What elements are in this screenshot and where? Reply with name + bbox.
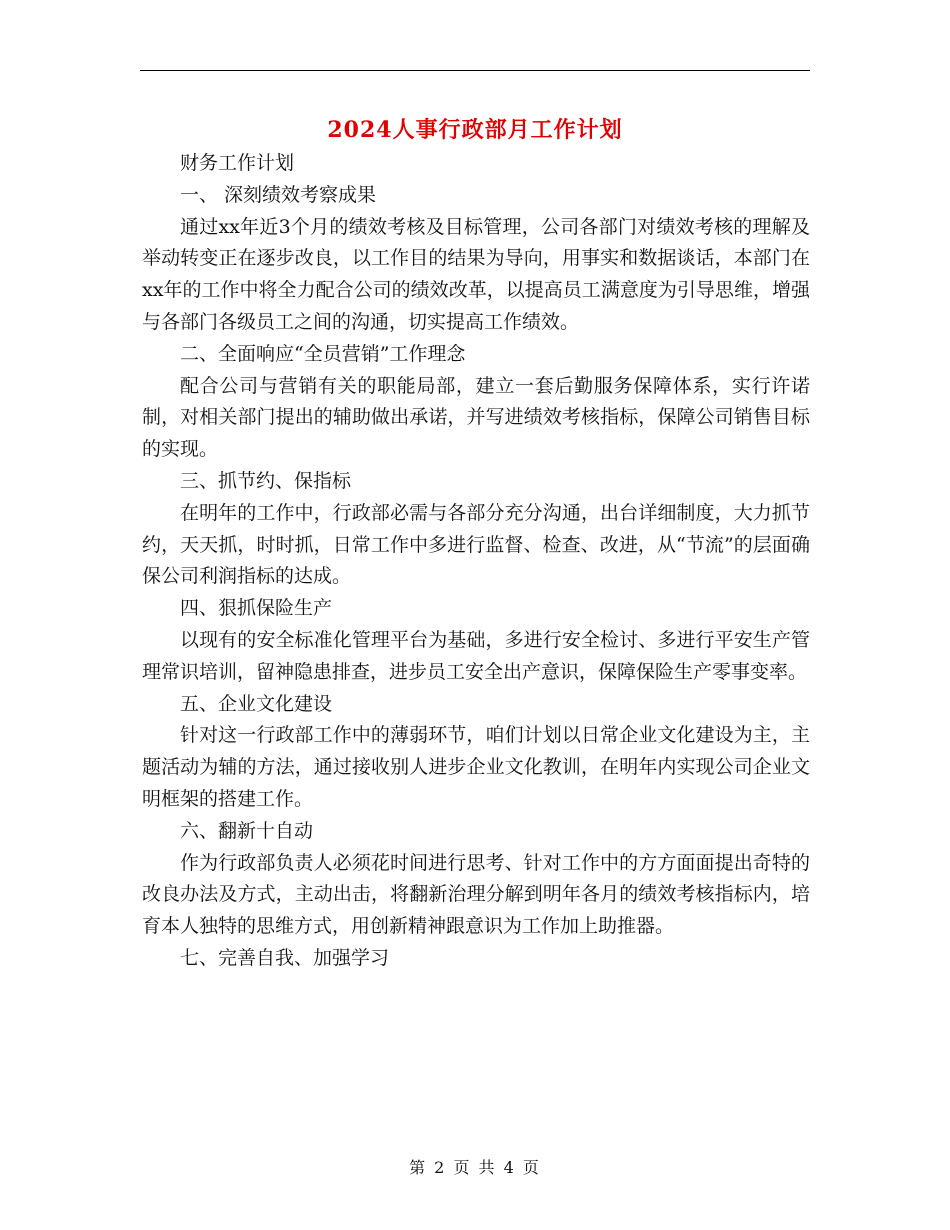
section-heading: 三、抓节约、保指标 bbox=[180, 469, 352, 492]
section-heading: 一、 深刻绩效考察成果 bbox=[180, 183, 377, 206]
body-paragraph: 作为行政部负责人必须花时间进行思考、针对工作中的方方面面提出奇特的改良办法及方式，主动出击，将翻新治理分解到明年各月的绩效考核指标内，培育本人独特的思维方式，用创新精神跟意识为工作加上助推器。 bbox=[142, 851, 810, 938]
body-paragraph: 针对这一行政部工作中的薄弱环节，咱们计划以日常企业文化建设为主，主题活动为辅的方法，通过接收别人进步企业文化教训，在明年内实现公司企业文明框架的搭建工作。 bbox=[142, 724, 810, 810]
section-heading: 四、狠抓保险生产 bbox=[180, 597, 333, 620]
section-heading: 五、企业文化建设 bbox=[180, 692, 333, 715]
body-paragraph: 配合公司与营销有关的职能局部，建立一套后勤服务保障体系，实行许诺制，对相关部门提出的辅助做出承诺，并写进绩效考核指标，保障公司销售目标的实现。 bbox=[142, 374, 810, 461]
section-heading: 六、翻新十自动 bbox=[180, 819, 314, 842]
section-heading: 二、全面响应“全员营销”工作理念 bbox=[180, 342, 466, 365]
body-paragraph: 在明年的工作中，行政部必需与各部分充分沟通，出台详细制度，大力抓节约，天天抓，时时抓，日常工作中多进行监督、检查、改进，从“节流”的层面确保公司利润指标的达成。 bbox=[142, 501, 810, 588]
header-rule bbox=[140, 70, 810, 71]
document-body bbox=[142, 148, 810, 975]
section-heading: 财务工作计划 bbox=[180, 152, 295, 174]
section-heading: 七、完善自我、加强学习 bbox=[180, 946, 390, 969]
body-paragraph: 以现有的安全标准化管理平台为基础，多进行安全检讨、多进行平安生产管理常识培训，留神隐患排查，进步员工安全出产意识，保障保险生产零事变率。 bbox=[142, 628, 810, 683]
page-number-footer: 第 2 页 共 4 页 bbox=[409, 1158, 541, 1177]
document-title: 2024人事行政部月工作计划 bbox=[327, 117, 623, 143]
body-paragraph: 通过xx年近3个月的绩效考核及目标管理，公司各部门对绩效考核的理解及举动转变正在逐步改良，以工作目的结果为导向，用事实和数据谈话，本部门在xx年的工作中将全力配合公司的绩效改革，以提高员工满意度为引导思维，增强与各部门各级员工之间的沟通，切实提高工作绩效。 bbox=[142, 215, 810, 333]
